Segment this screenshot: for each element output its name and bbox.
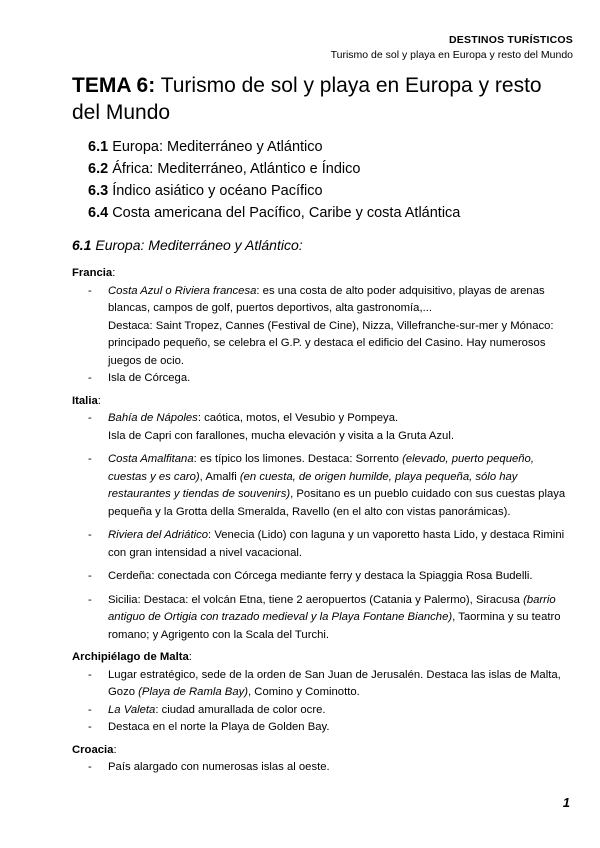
toc-item-text: Costa americana del Pacífico, Caribe y costa Atlántica <box>108 205 461 221</box>
page-number: 1 <box>562 795 570 810</box>
list-item: - Cerdeña: conectada con Córcega mediante ferry y destaca la Spiaggia Rosa Budelli. <box>72 568 572 586</box>
toc-item-number: 6.2 <box>88 161 109 177</box>
place-name: La Valeta <box>108 703 156 716</box>
list-item: - País alargado con numerosas islas al oeste. <box>72 759 572 777</box>
toc-item-text: Europa: Mediterráneo y Atlántico <box>108 139 323 155</box>
list-item: - Riviera del Adriático: Venecia (Lido) con laguna y un vaporetto hasta Lido, y destaca Rimini con gran intensidad a nivel vacacional. <box>72 527 572 562</box>
place-name: Bahía de Nápoles <box>108 412 198 424</box>
toc-item-number: 6.3 <box>88 183 109 199</box>
place-name: Costa Amalfitana <box>108 453 194 465</box>
country-heading-malta: Archipiélago de Malta: <box>72 651 192 663</box>
toc-item-text: Índico asiático y océano Pacífico <box>108 183 323 199</box>
toc-item <box>88 158 460 180</box>
country-heading-italia: Italia: <box>72 394 101 407</box>
list-item: - Bahía de Nápoles: caótica, motos, el Vesubio y Pompeya. Isla de Capri con farallones, mucha elevación y visita a la Gruta Azul. <box>72 410 572 445</box>
section-number: 6.1 <box>72 237 92 253</box>
toc-item-number: 6.4 <box>88 205 109 221</box>
list-item: - Isla de Córcega. <box>72 370 572 388</box>
list-item: - La Valeta: ciudad amurallada de color ocre. <box>72 702 572 720</box>
italia-list <box>72 410 572 644</box>
place-name: Costa Azul o Riviera francesa <box>108 284 257 297</box>
francia-list <box>72 283 572 388</box>
list-item-detail: Isla de Capri con farallones, mucha elevación y visita a la Gruta Azul. <box>108 429 454 442</box>
header-subtitle: Turismo de sol y playa en Europa y resto del Mundo <box>330 49 573 61</box>
toc-item <box>88 202 460 224</box>
list-item: - Costa Amalfitana: es típico los limones. Destaca: Sorrento (elevado, puerto pequeño, cuestas y es caro), Amalfi (en cuesta, de origen humilde, playa pequeña, sólo hay restaurantes y tiendas de souvenirs), Positano es un pueblo cuidado con sus cuestas playa pequeña y la Grotta della Smeralda, Ravello (en el alto con vistas panorámicas). <box>72 451 572 521</box>
toc-item <box>88 136 460 158</box>
chapter-number: TEMA 6: <box>72 74 156 97</box>
malta-list <box>72 667 572 737</box>
list-item-detail: Destaca: Saint Tropez, Cannes (Festival de Cine), Nizza, Villefranche-sur-mer y Mónaco: principado pequeño, se celebra el G.P. y destaca el edificio del Casino. Hay numerosos juegos de ocio. <box>108 319 554 367</box>
toc-item-text: África: Mediterráneo, Atlántico e Índico <box>108 161 361 177</box>
toc-item <box>88 180 460 202</box>
section-title: Europa: Mediterráneo y Atlántico: <box>91 237 303 253</box>
list-item: - Destaca en el norte la Playa de Golden Bay. <box>72 719 572 737</box>
toc-item-number: 6.1 <box>88 139 109 155</box>
country-heading-croacia: Croacia: <box>72 743 117 756</box>
content-body <box>72 265 572 777</box>
list-item: - Sicilia: Destaca: el volcán Etna, tiene 2 aeropuertos (Catania y Palermo), Siracusa (barrio antiguo de Ortigia con trazado medieval y la Playa Fontane Bianche), Taormina y su teatro romano; y Agrigento con la Scala del Turchi. <box>72 592 572 645</box>
chapter-title-text: Turismo de sol y playa en Europa y resto del Mundo <box>72 74 542 124</box>
table-of-contents <box>88 136 460 224</box>
country-heading-francia: Francia: <box>72 267 116 279</box>
croacia-list <box>72 759 572 777</box>
list-item: - Costa Azul o Riviera francesa: es una costa de alto poder adquisitivo, playas de arenas blancas, campos de golf, puertos deportivos, alta gastronomía,... Destaca: Saint Tropez, Cannes (Festival de Cine), Nizza, Villefranche-sur-mer y Mónaco: principado pequeño, se celebra el G.P. y destaca el edificio del Casino. Hay numerosos juegos de ocio. <box>72 283 572 371</box>
section-heading <box>72 237 303 253</box>
header-title: DESTINOS TURÍSTICOS <box>449 34 573 46</box>
list-item: - Lugar estratégico, sede de la orden de San Juan de Jerusalén. Destaca las islas de Malta, Gozo (Playa de Ramla Bay), Comino y Cominotto. <box>72 667 572 702</box>
place-name: Riviera del Adriático <box>108 529 209 541</box>
chapter-title <box>72 72 572 126</box>
page-header <box>331 34 573 61</box>
